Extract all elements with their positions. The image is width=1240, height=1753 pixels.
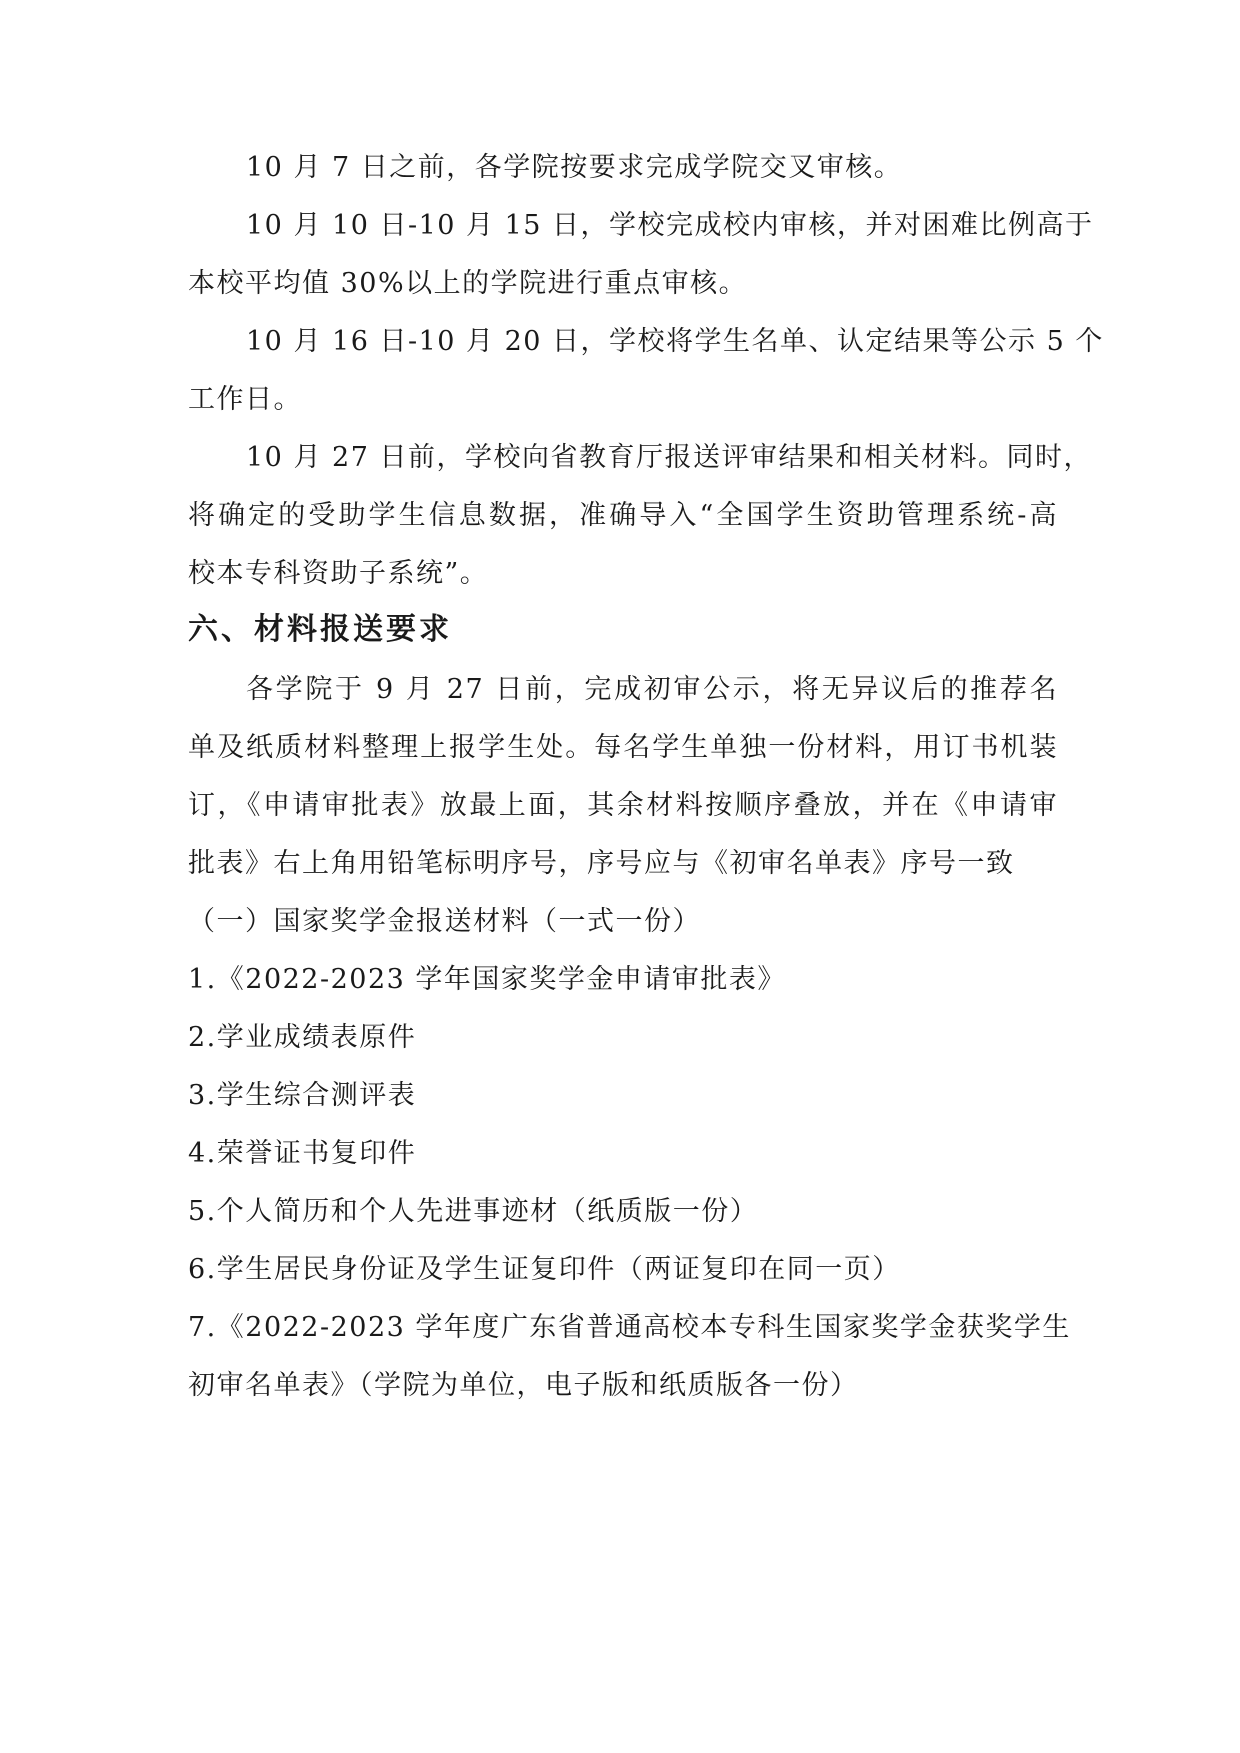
section-heading-materials: 六、材料报送要求: [188, 612, 452, 647]
para-publicity-line2: 工作日。: [188, 384, 302, 415]
para-report-line3: 校本专科资助子系统”。: [188, 558, 489, 589]
list-item-7-line1: 7.《2022-2023 学年度广东省普通高校本专科生国家奖学金获奖学生: [188, 1312, 1071, 1343]
list-item-1: 1.《2022-2023 学年国家奖学金申请审批表》: [188, 964, 786, 995]
para-materials-line1: 各学院于 9 月 27 日前，完成初审公示，将无异议后的推荐名: [246, 674, 1058, 705]
para-report-line2: 将确定的受助学生信息数据，准确导入“全国学生资助管理系统-高: [188, 500, 1058, 531]
list-item-3: 3.学生综合测评表: [188, 1080, 417, 1111]
para-materials-line2: 单及纸质材料整理上报学生处。每名学生单独一份材料，用订书机装: [188, 732, 1058, 763]
list-item-7-line2: 初审名单表》（学院为单位，电子版和纸质版各一份）: [188, 1370, 859, 1401]
para-school-review-line1: 10 月 10 日-10 月 15 日，学校完成校内审核，并对困难比例高于: [246, 210, 1094, 241]
list-item-4: 4.荣誉证书复印件: [188, 1138, 417, 1169]
para-publicity-line1: 10 月 16 日-10 月 20 日，学校将学生名单、认定结果等公示 5 个: [246, 326, 1104, 357]
para-review-deadline: 10 月 7 日之前，各学院按要求完成学院交叉审核。: [246, 152, 903, 183]
list-item-5: 5.个人简历和个人先进事迹材（纸质版一份）: [188, 1196, 759, 1227]
list-item-2: 2.学业成绩表原件: [188, 1022, 417, 1053]
para-report-line1: 10 月 27 日前，学校向省教育厅报送评审结果和相关材料。同时，: [246, 442, 1092, 473]
subsection-heading-national-scholarship: （一）国家奖学金报送材料（一式一份）: [188, 906, 701, 937]
para-school-review-line2: 本校平均值 30%以上的学院进行重点审核。: [188, 268, 748, 299]
para-materials-line3: 订，《申请审批表》放最上面，其余材料按顺序叠放，并在《申请审: [188, 790, 1058, 821]
para-materials-line4: 批表》右上角用铅笔标明序号，序号应与《初审名单表》序号一致: [188, 848, 1015, 879]
list-item-6: 6.学生居民身份证及学生证复印件（两证复印在同一页）: [188, 1254, 901, 1285]
